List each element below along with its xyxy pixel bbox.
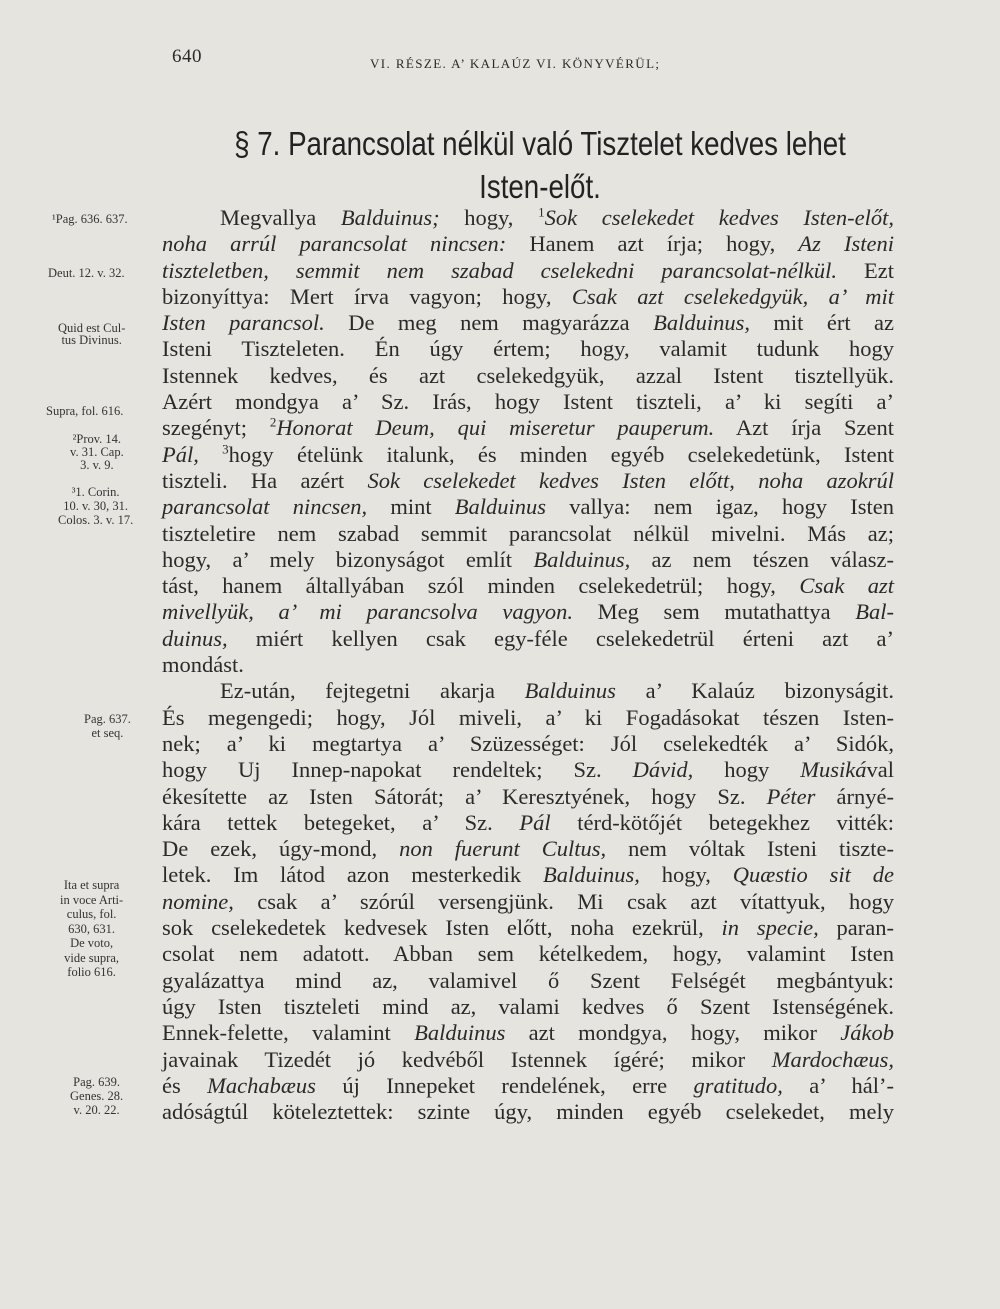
italic-text: Balduinus [524, 678, 616, 704]
italic-text: Csak azt cselekedgyük, a’ mit [571, 283, 895, 309]
text-segment: csak a’ szórúl versengjünk. Mi csak azt vítattyuk, hogy [233, 888, 894, 914]
text-segment: nek; a’ ki megtartya a’ Szüzességet: Jól cselekedték a’ Sidók, [162, 730, 894, 756]
italic-text: Balduinus [414, 1020, 506, 1046]
italic-text: parancsolat nincsen, [162, 494, 368, 520]
italic-text: Quæstio sit de [732, 862, 894, 888]
text-segment: hogy, [439, 205, 539, 230]
margin-note: Quid est Cul- tus Divinus. [58, 321, 126, 347]
text-segment: úgy Isten tiszteleti mind az, valami kedves ő Szent Istenségének. [162, 993, 894, 1019]
text-line [162, 442, 894, 468]
text-line [162, 678, 894, 704]
text-line [162, 415, 894, 441]
italic-text: tiszteletben, semmit nem szabad cselekedni parancsolat-nélkül. [162, 257, 837, 283]
text-segment: szegényt; [162, 415, 270, 441]
text-segment: Megvallya [220, 205, 341, 230]
text-segment: adóságtúl köteleztettek: szinte úgy, minden egyéb cselekedet, mely [162, 1099, 894, 1125]
italic-text: Balduinus; [340, 205, 440, 230]
text-line [162, 494, 894, 520]
text-line [162, 941, 894, 967]
body-text [162, 205, 894, 1125]
text-segment: vallya: nem igaz, hogy Isten [546, 494, 894, 520]
text-line [162, 915, 894, 941]
text-segment: Azt írja Szent [714, 415, 895, 441]
running-title: VI. RÉSZE. A’ KALAÚZ VI. KÖNYVÉRÜL; [370, 56, 661, 71]
page-number: 640 [172, 46, 202, 67]
text-segment: tást, hanem általlyában szól minden cselekedetrül; hogy, [162, 573, 800, 599]
text-line [162, 310, 894, 336]
italic-text: Sok cselekedet kedves Isten-előt, [544, 205, 894, 230]
text-segment: gyalázattya mind az, valamivel ő Szent Felségét megbántyuk: [162, 967, 894, 993]
margin-note: Ita et supra in voce Arti- culus, fol. 630, 631. De voto, vide supra, folio 616. [60, 878, 124, 979]
text-line [162, 363, 894, 389]
text-segment: hogy ételünk italunk, és minden egyéb cselekedetünk, Istent [228, 441, 895, 467]
text-line [162, 1073, 894, 1099]
text-segment: Isteni Tiszteleten. Én úgy értem; hogy, valamit tudunk hogy [162, 336, 894, 362]
margin-note: Pag. 637. et seq. [84, 712, 131, 740]
text-line [162, 836, 894, 862]
text-segment: a’ Kalaúz bizonyságit. [615, 678, 894, 704]
text-segment: Hanem azt írja; hogy, [506, 231, 799, 257]
text-line [162, 757, 894, 783]
text-segment: Meg sem mutathattya [572, 599, 856, 625]
italic-text: Honorat Deum, qui miseretur pauperum. [276, 415, 715, 441]
italic-text: Machabæus [207, 1072, 316, 1098]
text-line [162, 573, 894, 599]
text-segment: nem vóltak Isteni tiszte- [606, 836, 894, 862]
italic-text: nomine, [162, 888, 234, 914]
italic-text: Csak azt [799, 573, 894, 599]
text-segment: hogy Uj Innep-napokat rendeltek; Sz. [162, 757, 633, 783]
text-segment: és [162, 1072, 208, 1098]
italic-text: gratitudo, [693, 1072, 783, 1098]
italic-text: Balduinus [454, 494, 547, 520]
italic-text: Dávid, [632, 757, 694, 783]
italic-text: in specie, [721, 915, 819, 941]
text-segment [199, 442, 222, 467]
text-line [162, 1020, 894, 1046]
text-segment: miért kellyen csak egy-féle cselekedetrül érteni azt a’ [227, 625, 894, 651]
text-segment: Ennek-felette, valamint [162, 1020, 415, 1046]
text-segment: Azért mondgya a’ Sz. Irás, hogy Istent tiszteli, a’ ki segíti a’ [162, 389, 894, 415]
text-segment: a’ hál’- [782, 1072, 894, 1098]
text-line [162, 336, 894, 362]
text-segment: Istennek kedves, és azt cselekedgyük, azzal Istent tisztellyük. [162, 362, 894, 388]
footnote-marker: 1 [538, 204, 545, 220]
text-line [162, 810, 894, 836]
italic-text: duinus, [162, 625, 228, 651]
text-segment: hogy, a’ mely bizonyságot említ [162, 546, 534, 572]
text-segment: hogy [693, 757, 801, 783]
italic-text: Balduinus, [653, 310, 750, 336]
text-line [162, 862, 894, 888]
margin-note: ²Prov. 14. v. 31. Cap. 3. v. 9. [70, 432, 124, 472]
italic-text: Musiká [800, 757, 867, 783]
italic-text: Pál, [162, 441, 199, 467]
text-line [162, 968, 894, 994]
text-line [162, 389, 894, 415]
text-segment: Ezt [836, 257, 894, 283]
text-segment: javainak Tizedét jó kedvéből Istennek ígéré; mikor [162, 1046, 772, 1072]
text-segment: hogy, [639, 862, 733, 888]
margin-note: Pag. 639. Genes. 28. v. 20. 22. [70, 1075, 124, 1117]
italic-text: Balduinus, [543, 862, 640, 888]
text-segment: tiszteli. Ha azért [162, 467, 368, 493]
text-line [162, 258, 894, 284]
text-segment: az nem tészen válasz- [630, 546, 894, 572]
italic-text: Balduinus, [533, 546, 631, 572]
text-line [162, 652, 894, 678]
text-segment: árnyé- [815, 783, 894, 809]
italic-text: Pál [519, 809, 551, 835]
page-header [0, 42, 1000, 82]
text-line [162, 468, 894, 494]
italic-text: mivellyük, a’ mi parancsolva vagyon. [162, 599, 573, 625]
section-heading [221, 122, 859, 208]
text-segment: azt mondgya, hogy, mikor [505, 1020, 841, 1046]
text-segment: paran- [818, 915, 894, 941]
text-line [162, 889, 894, 915]
text-segment: új Innepeket rendelének, erre [315, 1072, 694, 1098]
text-segment: De ezek, úgy-mond, [162, 836, 400, 862]
text-segment: csolat nem adatott. Abban sem kételkedem, hogy, valamint Isten [162, 941, 894, 967]
margin-note: Deut. 12. v. 32. [48, 266, 125, 280]
text-line [162, 599, 894, 625]
italic-text: Sok cselekedet kedves Isten előtt, noha azokrúl [367, 467, 894, 493]
text-segment: ékesítette az Isten Sátorát; a’ Keresztyének, hogy Sz. [162, 783, 767, 809]
footnote-marker: 2 [269, 414, 277, 430]
text-line [162, 1099, 894, 1125]
text-line [162, 521, 894, 547]
text-segment: térd-kötőjét betegekhez vitték: [550, 809, 895, 835]
italic-text: Mardochæus, [771, 1046, 894, 1072]
text-segment: bizonyíttya: Mert írva vagyon; hogy, [162, 283, 572, 309]
italic-text: Az Isteni [798, 231, 894, 257]
text-line [162, 284, 894, 310]
text-segment: mondást. [162, 652, 244, 678]
italic-text: Isten parancsol. [162, 310, 325, 336]
text-line [162, 1047, 894, 1073]
text-segment: letek. Im látod azon mesterkedik [162, 862, 544, 888]
text-line [162, 231, 894, 257]
margin-note: ¹Pag. 636. 637. [52, 212, 128, 226]
italic-text: non fuerunt Cultus, [399, 836, 607, 862]
text-segment: De meg nem magyarázza [324, 310, 654, 336]
text-segment: Ez-után, fejtegetni akarja [220, 678, 525, 704]
text-line [162, 547, 894, 573]
section-heading-line: § 7. Parancsolat nélkül való Tisztelet kedves lehet [234, 125, 846, 162]
text-segment: És megengedi; hogy, Jól miveli, a’ ki Fogadásokat tészen Isten- [162, 704, 894, 730]
italic-text: Jákob [840, 1020, 894, 1046]
margin-note: ³1. Corin. 10. v. 30, 31. Colos. 3. v. 17. [58, 485, 134, 527]
text-segment: kára tettek betegeket, a’ Sz. [162, 809, 520, 835]
text-line [162, 994, 894, 1020]
footnote-marker: 3 [222, 441, 229, 457]
text-segment: mint [367, 494, 455, 520]
italic-text: noha arrúl parancsolat nincsen: [162, 231, 507, 257]
text-line [162, 626, 894, 652]
italic-text: Bal- [855, 599, 894, 625]
text-segment: sok cselekedetek kedvesek Isten előtt, noha ezekrül, [162, 915, 722, 941]
text-segment: val [866, 757, 895, 783]
section-heading-line: Isten-előt. [479, 168, 601, 205]
text-line [162, 784, 894, 810]
italic-text: Péter [766, 783, 816, 809]
text-line [162, 705, 894, 731]
text-line [162, 205, 894, 231]
text-segment: mit ért az [749, 310, 894, 336]
text-line [162, 731, 894, 757]
text-segment: tiszteletire nem szabad semmit parancsolat nélkül mivelni. Más az; [162, 520, 894, 546]
margin-note: Supra, fol. 616. [46, 404, 124, 418]
